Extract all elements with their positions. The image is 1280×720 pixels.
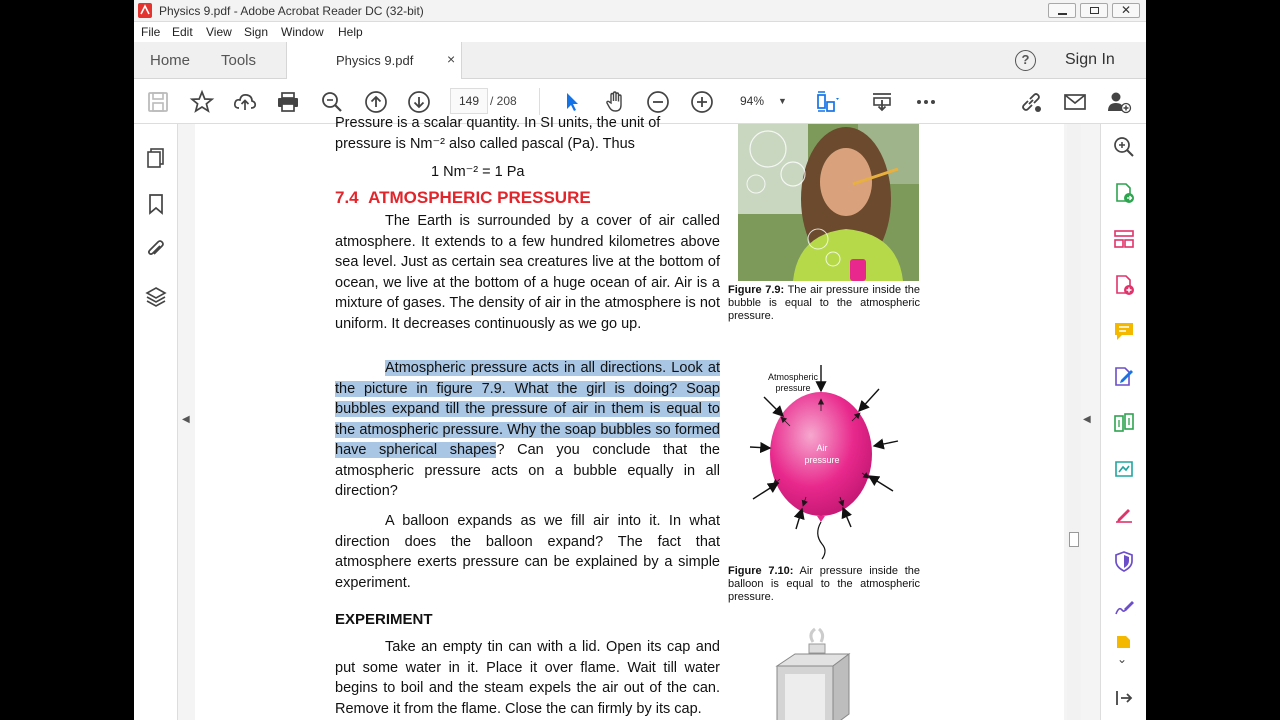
zoom-tool-icon[interactable] — [1113, 136, 1135, 158]
previous-page-icon[interactable] — [364, 90, 388, 114]
scrollbar-thumb[interactable] — [1069, 532, 1079, 547]
page-number-input[interactable]: 149 — [450, 88, 488, 114]
select-cursor-icon[interactable] — [560, 90, 584, 114]
more-tools-icon[interactable] — [914, 90, 938, 114]
more-tools-partial-icon[interactable] — [1113, 634, 1135, 648]
restore-button[interactable] — [1080, 3, 1108, 18]
figure-7-10-text: Air pressure inside the balloon is equal to the atmospheric pressure. — [728, 565, 920, 603]
page-thumbnails-icon[interactable] — [145, 147, 167, 169]
print-icon[interactable] — [276, 90, 300, 114]
hand-tool-icon[interactable] — [603, 90, 627, 114]
menu-view[interactable]: View — [206, 25, 232, 39]
close-tab-icon[interactable]: × — [447, 51, 456, 67]
toolbar-divider — [539, 88, 540, 115]
page-display-icon[interactable] — [815, 90, 839, 114]
girl-bubbles-photo — [738, 124, 919, 281]
bookmark-star-icon[interactable] — [190, 90, 214, 114]
paragraph-directions — [335, 358, 720, 502]
bookmarks-icon[interactable] — [145, 193, 167, 215]
figure-7-9-text: The air pressure inside the bubble is equal to the atmospheric pressure. — [728, 284, 920, 322]
atmospheric-label-line2: pressure — [775, 383, 811, 393]
vertical-scrollbar[interactable] — [1067, 124, 1081, 720]
collapse-tools-icon[interactable] — [1113, 687, 1135, 709]
add-user-icon[interactable] — [1107, 90, 1131, 114]
attachments-icon[interactable] — [145, 238, 167, 260]
menu-file[interactable]: File — [141, 25, 161, 39]
minimize-button[interactable] — [1048, 3, 1076, 18]
zoom-level-select[interactable] — [734, 88, 794, 114]
page-total: / 208 — [490, 94, 517, 108]
air-pressure-label-line2: pressure — [804, 455, 840, 465]
atmospheric-label-line1: Atmospheric — [767, 372, 819, 382]
create-pdf-icon[interactable] — [1113, 274, 1135, 296]
figure-7-9-caption — [728, 284, 920, 323]
clipped-text-line: Pressure is a scalar quantity. In SI units, the unit of — [335, 115, 661, 131]
upload-cloud-icon[interactable] — [233, 90, 257, 114]
layers-icon[interactable] — [145, 286, 167, 308]
close-window-button[interactable]: ✕ — [1112, 3, 1140, 18]
left-navigation-panel — [134, 124, 178, 720]
share-link-icon[interactable] — [1019, 90, 1043, 114]
tab-home[interactable]: Home — [150, 52, 191, 69]
tab-document[interactable] — [286, 42, 462, 79]
experiment-heading: EXPERIMENT — [335, 611, 433, 628]
figure-7-10-caption — [728, 565, 920, 604]
zoom-out-icon[interactable] — [646, 90, 670, 114]
title-bar — [134, 0, 1146, 22]
tab-bar — [134, 42, 1146, 79]
pdf-page — [195, 115, 1064, 720]
left-collapse-gutter[interactable] — [178, 124, 195, 720]
email-icon[interactable] — [1063, 90, 1087, 114]
right-tools-panel — [1100, 124, 1146, 720]
protect-shield-icon[interactable] — [1113, 550, 1135, 572]
tin-can-diagram — [773, 634, 863, 720]
fill-sign-icon[interactable] — [1113, 504, 1135, 526]
zoom-value: 94% — [740, 94, 765, 108]
acrobat-window — [134, 0, 1146, 720]
request-signature-icon[interactable] — [1113, 596, 1135, 618]
export-pdf-icon[interactable] — [1113, 182, 1135, 204]
tab-tools[interactable]: Tools — [221, 52, 257, 69]
section-title: ATMOSPHERIC PRESSURE — [368, 188, 591, 207]
figure-7-9-label: Figure 7.9: — [728, 284, 785, 296]
menu-bar — [134, 22, 1146, 42]
scan-enhance-icon[interactable] — [1113, 458, 1135, 480]
selected-text[interactable]: Atmospheric pressure acts in all directions. Look at the picture in figure 7.9. What the girl is doing? Soap bubbles expand till the pressure of air in them is equal to the atmospheric pressure. Why the soap bubbles so formed have spherical shapes — [335, 360, 720, 458]
figure-7-10-label: Figure 7.10: — [728, 565, 794, 577]
help-icon[interactable] — [1015, 50, 1036, 71]
zoom-in-icon[interactable] — [690, 90, 714, 114]
unit-line: pressure is Nm⁻² also called pascal (Pa). Thus — [335, 136, 635, 152]
chevron-down-icon: ▼ — [778, 96, 787, 106]
window-title: Physics 9.pdf - Adobe Acrobat Reader DC (32-bit) — [159, 4, 424, 18]
menu-window[interactable]: Window — [281, 25, 324, 39]
organize-pages-icon[interactable] — [1113, 228, 1135, 250]
sign-in-button[interactable]: Sign In — [1065, 51, 1115, 68]
document-tab-label: Physics 9.pdf — [336, 53, 414, 68]
save-icon[interactable] — [146, 90, 170, 114]
next-page-icon[interactable] — [407, 90, 431, 114]
edit-pdf-icon[interactable] — [1113, 366, 1135, 388]
zoom-search-icon[interactable] — [320, 90, 344, 114]
paragraph-directions-rest: ? Can you conclude that the atmospheric pressure acts on a bubble equally in all direction? — [335, 442, 720, 499]
balloon-pressure-diagram — [748, 359, 918, 564]
section-heading — [335, 188, 591, 208]
comment-icon[interactable] — [1113, 320, 1135, 342]
menu-sign[interactable]: Sign — [244, 25, 269, 39]
paragraph-atmosphere: The Earth is surrounded by a cover of air called atmosphere. It extends to a few hundred kilometres above sea level. Just as certain sea creatures live at the bottom of ocean, we live at the bottom of a huge ocean of air. Air is a mixture of gases. The density of air in the atmosphere is not uniform. It decreases continuously as we go up. — [335, 213, 720, 332]
scroll-mode-icon[interactable] — [870, 90, 894, 114]
menu-help[interactable]: Help — [338, 25, 363, 39]
tools-scroll-down-icon[interactable]: ⌄ — [1117, 652, 1128, 666]
equation: 1 Nm⁻² = 1 Pa — [431, 164, 525, 180]
acrobat-icon — [138, 3, 152, 18]
menu-edit[interactable]: Edit — [172, 25, 193, 39]
collapse-right-icon[interactable]: ◀ — [1083, 414, 1091, 425]
air-pressure-label-line1: Air — [816, 443, 828, 453]
collapse-left-icon[interactable]: ◀ — [182, 414, 190, 425]
help-icon-glyph: ? — [1021, 52, 1030, 67]
paragraph-experiment: Take an empty tin can with a lid. Open its cap and put some water in it. Place it over flame. Wait till water begins to boil and the steam expels the air out of the can. Remove it from the flame. Close the can firmly by its cap. — [335, 639, 720, 717]
compare-files-icon[interactable] — [1113, 412, 1135, 434]
section-number: 7.4 — [335, 188, 359, 207]
paragraph-balloon: A balloon expands as we fill air into it. In what direction does the balloon expand? The fact that atmosphere exerts pressure can be explained by a simple experiment. — [335, 513, 720, 591]
